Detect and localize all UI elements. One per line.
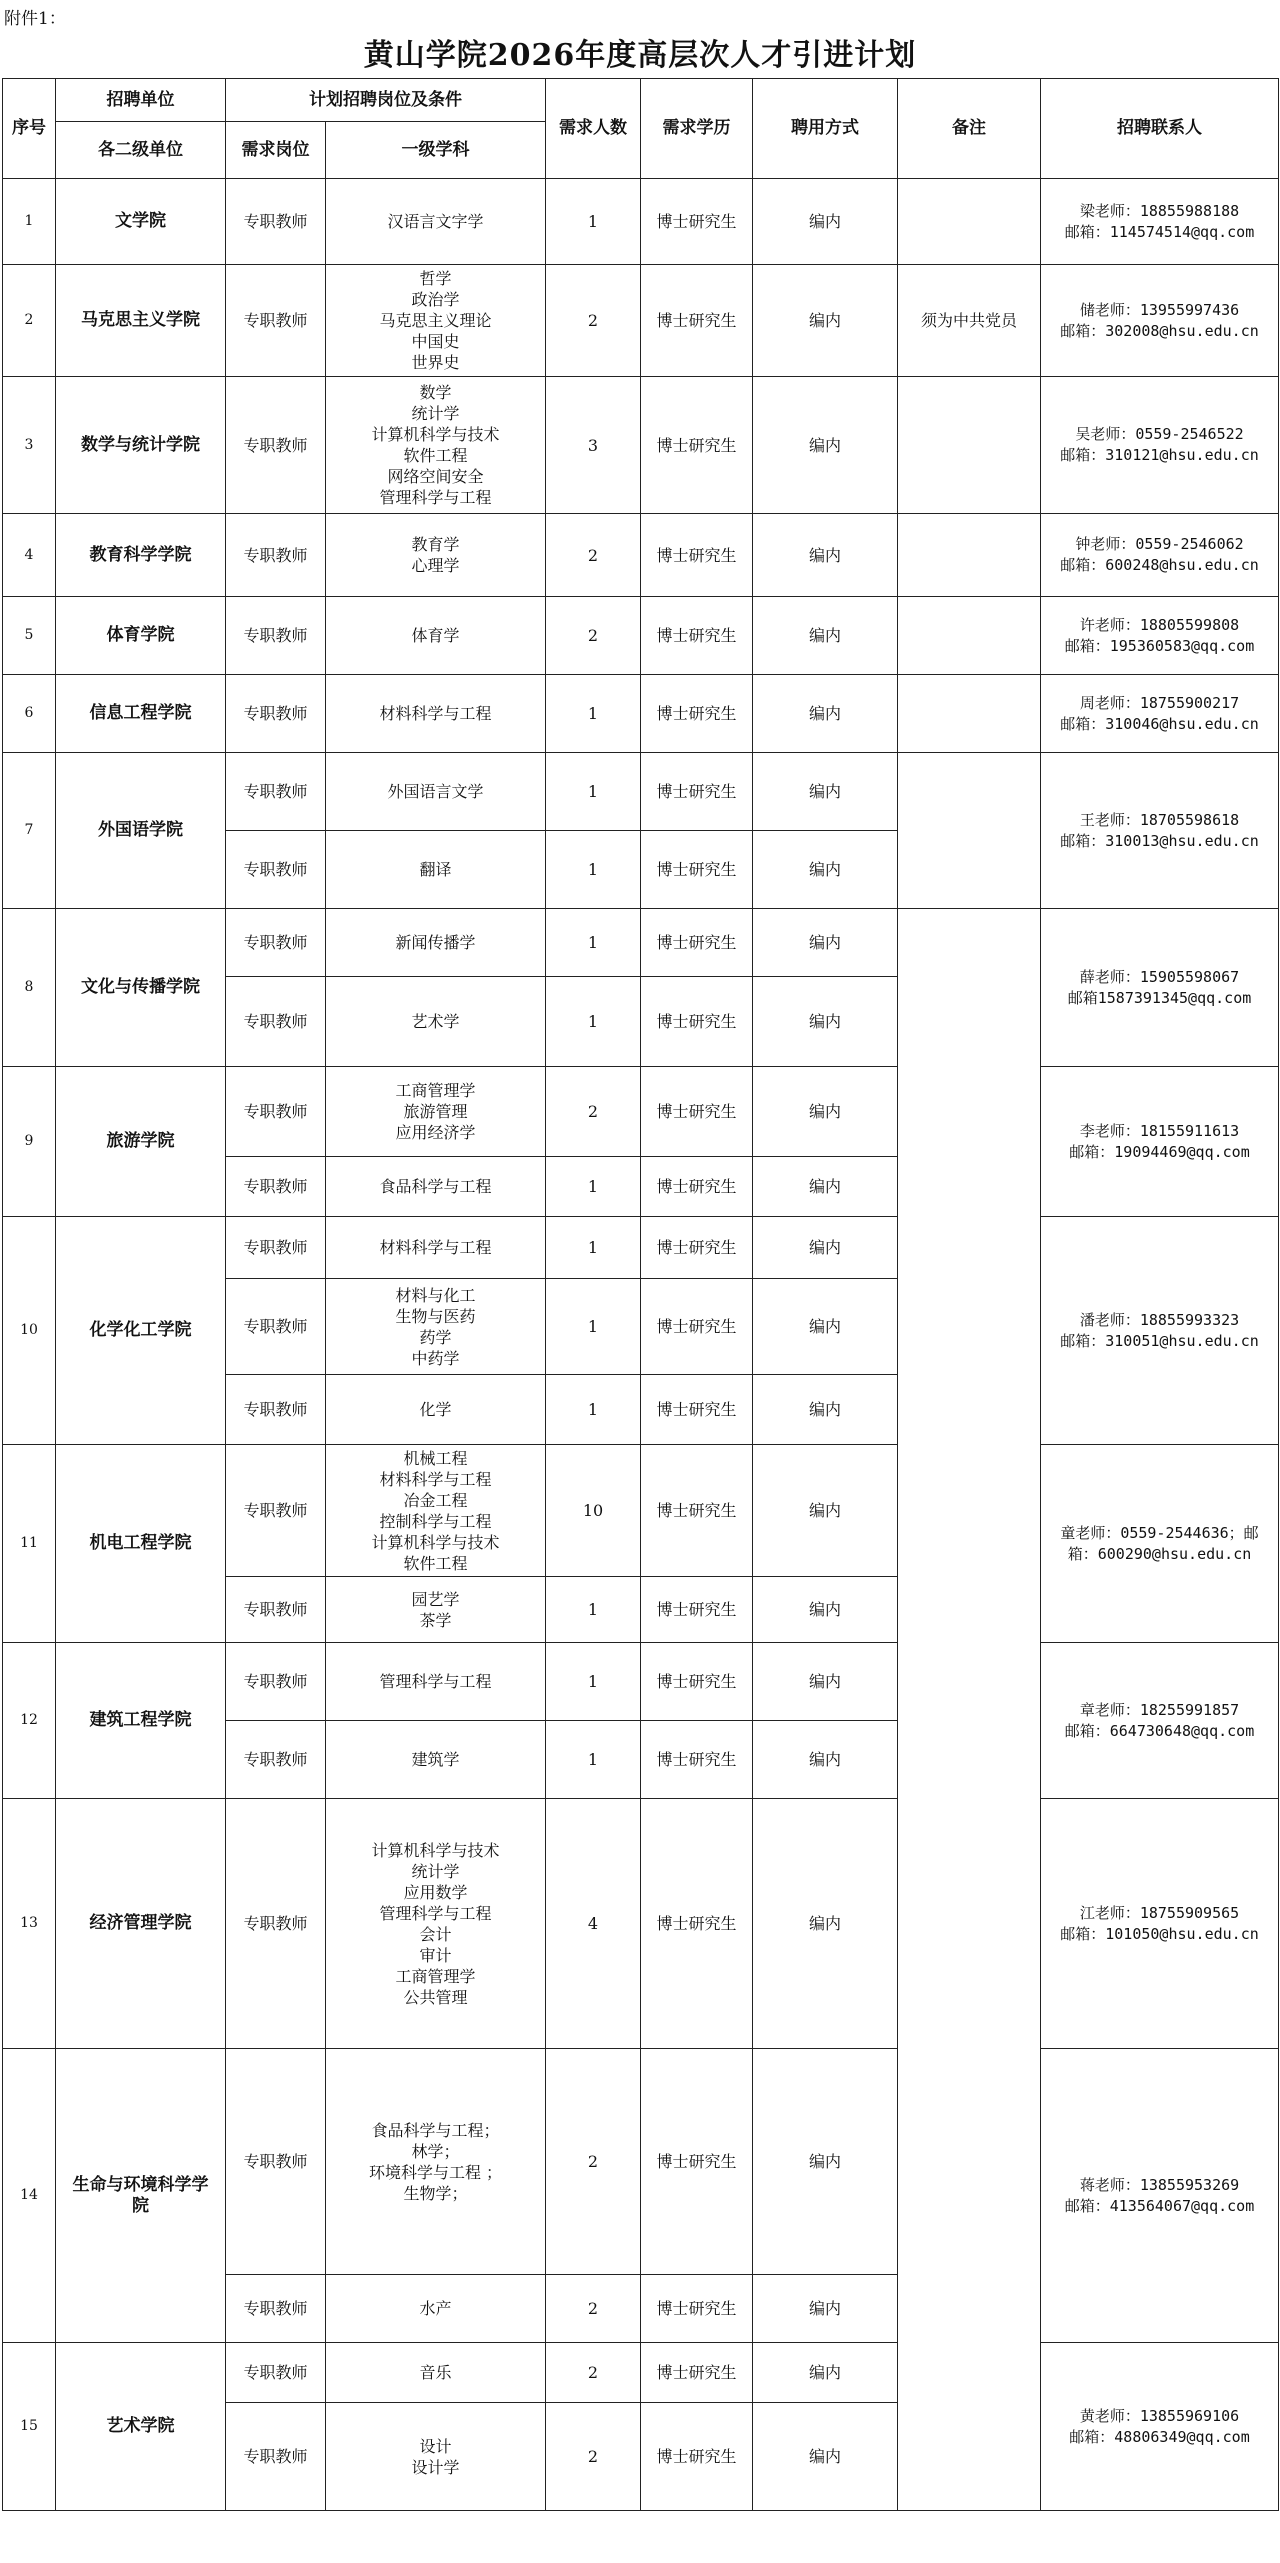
position-cell: 专职教师 [226, 1577, 326, 1643]
row-number: 9 [3, 1067, 56, 1217]
method-cell: 编内 [753, 2049, 898, 2275]
discipline-cell: 工商管理学 旅游管理 应用经济学 [326, 1067, 546, 1157]
position-cell: 专职教师 [226, 179, 326, 265]
education-cell: 博士研究生 [641, 597, 753, 675]
discipline-cell: 建筑学 [326, 1721, 546, 1799]
row-number: 3 [3, 377, 56, 514]
row-number: 15 [3, 2343, 56, 2511]
method-cell: 编内 [753, 1577, 898, 1643]
position-cell: 专职教师 [226, 1643, 326, 1721]
count-cell: 2 [546, 2275, 641, 2343]
contact-cell: 钟老师：0559-2546062 邮箱：600248@hsu.edu.cn [1041, 514, 1279, 597]
method-cell: 编内 [753, 1721, 898, 1799]
discipline-cell: 翻译 [326, 831, 546, 909]
education-cell: 博士研究生 [641, 831, 753, 909]
education-cell: 博士研究生 [641, 1799, 753, 2049]
count-cell: 1 [546, 977, 641, 1067]
method-cell: 编内 [753, 2275, 898, 2343]
method-cell: 编内 [753, 1445, 898, 1577]
position-cell: 专职教师 [226, 753, 326, 831]
position-cell: 专职教师 [226, 977, 326, 1067]
remark-cell [898, 675, 1041, 753]
discipline-cell: 园艺学 茶学 [326, 1577, 546, 1643]
table-row [3, 1445, 1279, 1577]
unit-name: 信息工程学院 [56, 675, 226, 753]
contact-cell: 王老师：18705598618 邮箱：310013@hsu.edu.cn [1041, 753, 1279, 909]
table-row [3, 909, 1279, 977]
attachment-label: 附件1： [4, 9, 66, 29]
header-count: 需求人数 [546, 79, 641, 179]
education-cell: 博士研究生 [641, 1375, 753, 1445]
education-cell: 博士研究生 [641, 179, 753, 265]
education-cell: 博士研究生 [641, 675, 753, 753]
position-cell: 专职教师 [226, 1157, 326, 1217]
position-cell: 专职教师 [226, 1375, 326, 1445]
method-cell: 编内 [753, 377, 898, 514]
method-cell: 编内 [753, 675, 898, 753]
discipline-cell: 材料科学与工程 [326, 675, 546, 753]
position-cell: 专职教师 [226, 2049, 326, 2275]
method-cell: 编内 [753, 1643, 898, 1721]
method-cell: 编内 [753, 2403, 898, 2511]
count-cell: 1 [546, 753, 641, 831]
count-cell: 4 [546, 1799, 641, 2049]
method-cell: 编内 [753, 831, 898, 909]
contact-cell: 梁老师：18855988188 邮箱：114574514@qq.com [1041, 179, 1279, 265]
table-row [3, 753, 1279, 831]
method-cell: 编内 [753, 597, 898, 675]
count-cell: 2 [546, 2049, 641, 2275]
remark-cell [898, 909, 1041, 2511]
discipline-cell: 体育学 [326, 597, 546, 675]
unit-name: 教育科学学院 [56, 514, 226, 597]
unit-name: 机电工程学院 [56, 1445, 226, 1643]
contact-cell: 储老师：13955997436 邮箱：302008@hsu.edu.cn [1041, 265, 1279, 377]
discipline-cell: 教育学 心理学 [326, 514, 546, 597]
header-method: 聘用方式 [753, 79, 898, 179]
remark-cell [898, 753, 1041, 909]
page-title: 黄山学院2026年度高层次人才引进计划 [363, 38, 917, 73]
row-number: 10 [3, 1217, 56, 1445]
discipline-cell: 设计 设计学 [326, 2403, 546, 2511]
unit-name: 经济管理学院 [56, 1799, 226, 2049]
header-contact: 招聘联系人 [1041, 79, 1279, 179]
education-cell: 博士研究生 [641, 1157, 753, 1217]
count-cell: 1 [546, 1721, 641, 1799]
discipline-cell: 艺术学 [326, 977, 546, 1067]
discipline-cell: 水产 [326, 2275, 546, 2343]
contact-cell: 章老师：18255991857 邮箱：664730648@qq.com [1041, 1643, 1279, 1799]
method-cell: 编内 [753, 2343, 898, 2403]
unit-name: 马克思主义学院 [56, 265, 226, 377]
education-cell: 博士研究生 [641, 2343, 753, 2403]
education-cell: 博士研究生 [641, 377, 753, 514]
position-cell: 专职教师 [226, 675, 326, 753]
education-cell: 博士研究生 [641, 1643, 753, 1721]
discipline-cell: 材料与化工 生物与医药 药学 中药学 [326, 1279, 546, 1375]
row-number: 1 [3, 179, 56, 265]
unit-name: 外国语学院 [56, 753, 226, 909]
count-cell: 1 [546, 909, 641, 977]
position-cell: 专职教师 [226, 831, 326, 909]
unit-name: 化学化工学院 [56, 1217, 226, 1445]
table-row [3, 377, 1279, 514]
unit-name: 生命与环境科学学 院 [56, 2049, 226, 2343]
row-number: 14 [3, 2049, 56, 2343]
count-cell: 2 [546, 1067, 641, 1157]
table-row [3, 1217, 1279, 1279]
recruitment-table [2, 78, 1279, 2511]
education-cell: 博士研究生 [641, 2275, 753, 2343]
position-cell: 专职教师 [226, 1721, 326, 1799]
method-cell: 编内 [753, 265, 898, 377]
education-cell: 博士研究生 [641, 1279, 753, 1375]
education-cell: 博士研究生 [641, 1217, 753, 1279]
count-cell: 1 [546, 179, 641, 265]
discipline-cell: 管理科学与工程 [326, 1643, 546, 1721]
position-cell: 专职教师 [226, 909, 326, 977]
remark-cell [898, 597, 1041, 675]
position-cell: 专职教师 [226, 2343, 326, 2403]
method-cell: 编内 [753, 514, 898, 597]
count-cell: 1 [546, 1375, 641, 1445]
count-cell: 1 [546, 1577, 641, 1643]
contact-cell: 潘老师：18855993323 邮箱：310051@hsu.edu.cn [1041, 1217, 1279, 1445]
method-cell: 编内 [753, 977, 898, 1067]
position-cell: 专职教师 [226, 597, 326, 675]
unit-name: 文学院 [56, 179, 226, 265]
education-cell: 博士研究生 [641, 1577, 753, 1643]
unit-name: 建筑工程学院 [56, 1643, 226, 1799]
education-cell: 博士研究生 [641, 1721, 753, 1799]
count-cell: 2 [546, 514, 641, 597]
education-cell: 博士研究生 [641, 1445, 753, 1577]
row-number: 4 [3, 514, 56, 597]
remark-cell [898, 514, 1041, 597]
row-number: 7 [3, 753, 56, 909]
method-cell: 编内 [753, 753, 898, 831]
header-unit-group: 招聘单位 [56, 79, 226, 122]
discipline-cell: 新闻传播学 [326, 909, 546, 977]
method-cell: 编内 [753, 1157, 898, 1217]
position-cell: 专职教师 [226, 2403, 326, 2511]
header-education: 需求学历 [641, 79, 753, 179]
table-row [3, 1799, 1279, 2049]
count-cell: 2 [546, 2403, 641, 2511]
row-number: 12 [3, 1643, 56, 1799]
method-cell: 编内 [753, 909, 898, 977]
education-cell: 博士研究生 [641, 514, 753, 597]
method-cell: 编内 [753, 1067, 898, 1157]
method-cell: 编内 [753, 1799, 898, 2049]
count-cell: 1 [546, 1643, 641, 1721]
table-row [3, 179, 1279, 265]
education-cell: 博士研究生 [641, 2049, 753, 2275]
remark-cell [898, 179, 1041, 265]
unit-name: 旅游学院 [56, 1067, 226, 1217]
position-cell: 专职教师 [226, 1067, 326, 1157]
contact-cell: 江老师：18755909565 邮箱：101050@hsu.edu.cn [1041, 1799, 1279, 2049]
row-number: 8 [3, 909, 56, 1067]
position-cell: 专职教师 [226, 1217, 326, 1279]
position-cell: 专职教师 [226, 514, 326, 597]
position-cell: 专职教师 [226, 1445, 326, 1577]
header-unit-sub: 各二级单位 [56, 122, 226, 179]
discipline-cell: 计算机科学与技术 统计学 应用数学 管理科学与工程 会计 审计 工商管理学 公共管理 [326, 1799, 546, 2049]
discipline-cell: 数学 统计学 计算机科学与技术 软件工程 网络空间安全 管理科学与工程 [326, 377, 546, 514]
method-cell: 编内 [753, 1217, 898, 1279]
count-cell: 1 [546, 1217, 641, 1279]
discipline-cell: 化学 [326, 1375, 546, 1445]
header-position: 需求岗位 [226, 122, 326, 179]
count-cell: 1 [546, 1279, 641, 1375]
table-row [3, 514, 1279, 597]
table-row [3, 2343, 1279, 2403]
table-row [3, 1067, 1279, 1157]
count-cell: 3 [546, 377, 641, 514]
contact-cell: 许老师：18805599808 邮箱：195360583@qq.com [1041, 597, 1279, 675]
unit-name: 文化与传播学院 [56, 909, 226, 1067]
count-cell: 2 [546, 265, 641, 377]
unit-name: 艺术学院 [56, 2343, 226, 2511]
position-cell: 专职教师 [226, 1279, 326, 1375]
contact-cell: 周老师：18755900217 邮箱：310046@hsu.edu.cn [1041, 675, 1279, 753]
table-row [3, 2049, 1279, 2275]
header-remark: 备注 [898, 79, 1041, 179]
discipline-cell: 食品科学与工程； 林学； 环境科学与工程 ； 生物学； [326, 2049, 546, 2275]
table-row [3, 1643, 1279, 1721]
remark-cell [898, 377, 1041, 514]
row-number: 5 [3, 597, 56, 675]
header-seq: 序号 [3, 79, 56, 179]
header-plan-group: 计划招聘岗位及条件 [226, 79, 546, 122]
contact-cell: 薛老师：15905598067 邮箱1587391345@qq.com [1041, 909, 1279, 1067]
row-number: 13 [3, 1799, 56, 2049]
count-cell: 1 [546, 675, 641, 753]
education-cell: 博士研究生 [641, 265, 753, 377]
position-cell: 专职教师 [226, 377, 326, 514]
count-cell: 2 [546, 2343, 641, 2403]
row-number: 6 [3, 675, 56, 753]
unit-name: 数学与统计学院 [56, 377, 226, 514]
contact-cell: 童老师：0559-2544636；邮 箱：600290@hsu.edu.cn [1041, 1445, 1279, 1643]
remark-cell: 须为中共党员 [898, 265, 1041, 377]
discipline-cell: 哲学 政治学 马克思主义理论 中国史 世界史 [326, 265, 546, 377]
table-row [3, 265, 1279, 377]
row-number: 2 [3, 265, 56, 377]
count-cell: 1 [546, 1157, 641, 1217]
discipline-cell: 汉语言文字学 [326, 179, 546, 265]
education-cell: 博士研究生 [641, 909, 753, 977]
table-row [3, 597, 1279, 675]
header-discipline: 一级学科 [326, 122, 546, 179]
count-cell: 2 [546, 597, 641, 675]
unit-name: 体育学院 [56, 597, 226, 675]
position-cell: 专职教师 [226, 1799, 326, 2049]
position-cell: 专职教师 [226, 265, 326, 377]
contact-cell: 蒋老师：13855953269 邮箱：413564067@qq.com [1041, 2049, 1279, 2343]
method-cell: 编内 [753, 1375, 898, 1445]
discipline-cell: 机械工程 材料科学与工程 冶金工程 控制科学与工程 计算机科学与技术 软件工程 [326, 1445, 546, 1577]
table-row [3, 675, 1279, 753]
discipline-cell: 材料科学与工程 [326, 1217, 546, 1279]
contact-cell: 黄老师：13855969106 邮箱：48806349@qq.com [1041, 2343, 1279, 2511]
discipline-cell: 外国语言文学 [326, 753, 546, 831]
contact-cell: 李老师：18155911613 邮箱：19094469@qq.com [1041, 1067, 1279, 1217]
discipline-cell: 音乐 [326, 2343, 546, 2403]
position-cell: 专职教师 [226, 2275, 326, 2343]
education-cell: 博士研究生 [641, 2403, 753, 2511]
education-cell: 博士研究生 [641, 753, 753, 831]
discipline-cell: 食品科学与工程 [326, 1157, 546, 1217]
method-cell: 编内 [753, 179, 898, 265]
count-cell: 1 [546, 831, 641, 909]
row-number: 11 [3, 1445, 56, 1643]
education-cell: 博士研究生 [641, 977, 753, 1067]
education-cell: 博士研究生 [641, 1067, 753, 1157]
count-cell: 10 [546, 1445, 641, 1577]
contact-cell: 吴老师：0559-2546522 邮箱：310121@hsu.edu.cn [1041, 377, 1279, 514]
method-cell: 编内 [753, 1279, 898, 1375]
